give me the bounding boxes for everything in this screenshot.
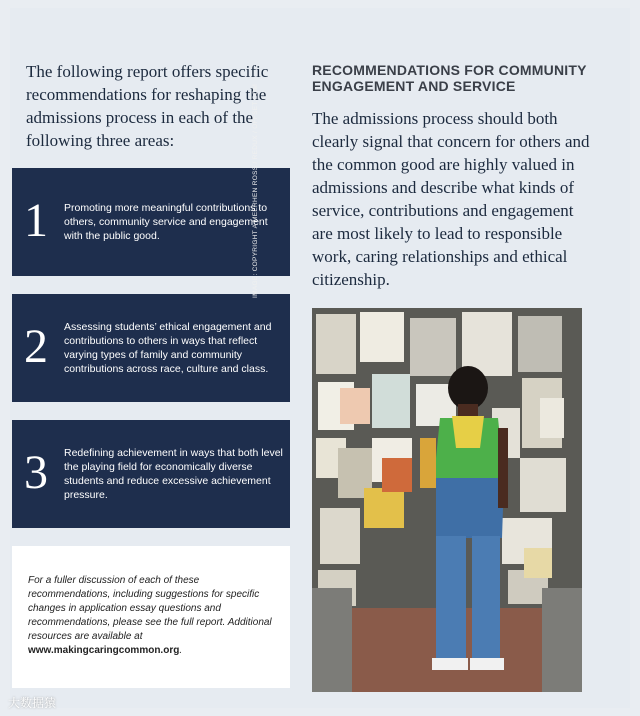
report-page [10, 8, 630, 708]
recommendation-text: Redefining achievement in ways that both level the playing field for economically diverse students and reduce excessive achievement pressure. [64, 447, 283, 501]
recommendation-1 [12, 168, 290, 276]
section-body: The admissions process should both clearly signal that concern for others and the common good are highly valued in admissions and describe what kinds of service, contributions and engagement are most likely to lead to responsible work, caring relationships and ethical citizenship. [312, 109, 590, 289]
note-text: For a fuller discussion of each of these recommendations, including suggestions for specific changes in application essay questions and recommendations, please see the full report. Additional resources are available at [28, 575, 272, 642]
recommendation-2 [12, 294, 290, 402]
watermark-logo: 大数据猿 [8, 696, 57, 710]
further-reading-note [12, 546, 290, 688]
photo-credit: IMAGE: COPYRIGHT A MEERHEN ROSS / REDUX / OFFSET.COM [252, 83, 259, 298]
bulletin-board-photo [312, 308, 582, 692]
recommendation-number: 2 [24, 320, 48, 374]
recommendation-text: Assessing students’ ethical engagement and contributions to others in ways that reflect varying types of family and community contributions across race, culture and class. [64, 321, 272, 375]
recommendation-number: 3 [24, 446, 48, 500]
intro-text: The following report offers specific recommendations for reshaping the admissions process in each of the following three areas: [26, 62, 269, 150]
note-suffix: . [179, 645, 183, 656]
recommendation-3 [12, 420, 290, 528]
recommendation-text: Promoting more meaningful contributions to others, community service and engagement with the public good. [64, 202, 268, 242]
section-heading: RECOMMENDATIONS FOR COMMUNITY ENGAGEMENT AND SERVICE [312, 62, 587, 94]
note-paragraph [28, 574, 278, 658]
resources-link[interactable]: www.makingcaringcommon.org [28, 645, 180, 656]
recommendation-number: 1 [24, 194, 48, 248]
photo-illustration [312, 308, 582, 692]
